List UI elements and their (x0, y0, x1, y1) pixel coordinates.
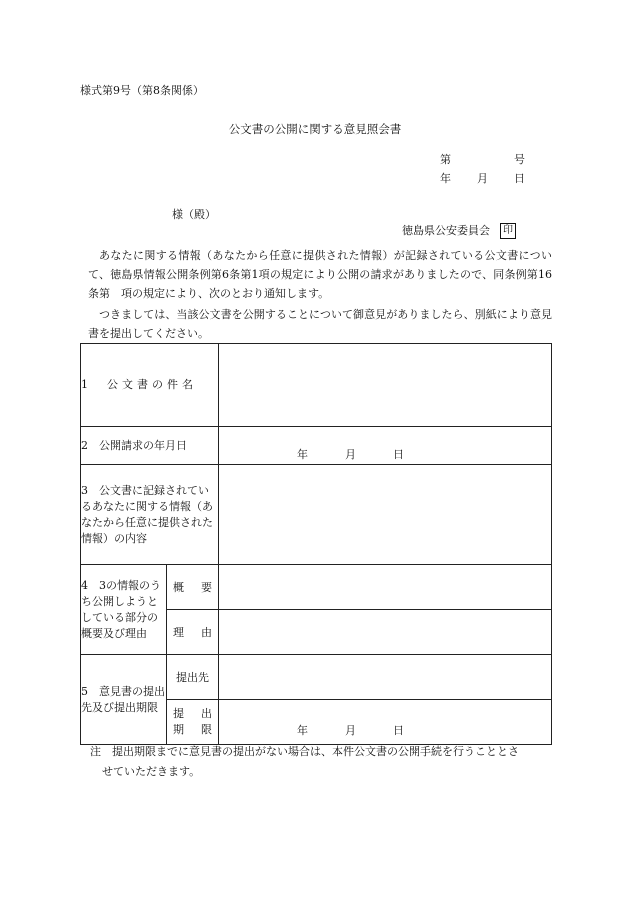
table-row (81, 344, 552, 427)
summary-field[interactable] (219, 565, 552, 610)
inquiry-form-table (80, 343, 552, 745)
number-suffix: 号 (514, 153, 525, 166)
submission-info-label: 5 意見書の提出先及び提出期限 (81, 655, 167, 745)
deadline-char-1: 提 (173, 707, 184, 720)
document-name-field[interactable] (219, 344, 552, 427)
footnote (90, 742, 552, 782)
footnote-line-2: せていただきます。 (102, 765, 201, 778)
paragraph-1-text: あなたに関する情報（あなたから任意に提供された情報）が記録されている公文書について、徳島県情報公開条例第6条第1項の規定により公開の請求がありましたので、同条例第16条第 項の規定により、次のとおり通知します。 (88, 249, 552, 300)
request-day-label: 日 (393, 447, 404, 461)
number-prefix: 第 (440, 153, 451, 166)
deadline-char-2: 出 (201, 707, 212, 720)
form-number: 様式第9号（第8条関係） (80, 84, 204, 97)
summary-char-1: 概 (173, 581, 184, 594)
request-month-label: 月 (345, 447, 356, 461)
reason-char-1: 理 (173, 626, 184, 639)
issuer-line (402, 222, 516, 239)
reason-field[interactable] (219, 610, 552, 655)
deadline-char-3: 期 (173, 723, 184, 736)
recorded-info-field[interactable] (219, 465, 552, 565)
month-label: 月 (477, 172, 488, 185)
deadline-month-label: 月 (345, 724, 356, 737)
submit-to-label: 提出先 (167, 655, 219, 700)
request-date-label: 2 公開請求の年月日 (81, 427, 219, 465)
footnote-line-1: 注 提出期限までに意見書の提出がない場合は、本件公文書の公開手続を行うこととさ (90, 745, 519, 758)
document-number-line (440, 151, 525, 167)
disclosure-summary-label: 4 3の情報のうち公開しようとしている部分の概要及び理由 (81, 565, 167, 655)
day-label: 日 (514, 172, 525, 185)
deadline-char-4: 限 (201, 723, 212, 736)
deadline-year-label: 年 (297, 724, 308, 737)
reason-char-2: 由 (201, 626, 212, 639)
submit-to-field[interactable] (219, 655, 552, 700)
table-row (81, 565, 552, 610)
document-title: 公文書の公開に関する意見照会書 (228, 122, 402, 136)
issuer-name: 徳島県公安委員会 (402, 224, 490, 237)
request-year-label: 年 (297, 447, 308, 461)
seal-mark: 印 (500, 223, 516, 239)
deadline-label (167, 700, 219, 745)
document-name-label: 1 公文書の件名 (81, 344, 219, 427)
table-row (81, 655, 552, 700)
table-row (81, 465, 552, 565)
summary-char-2: 要 (201, 581, 212, 594)
addressee: 様（殿） (172, 208, 216, 221)
summary-label (167, 565, 219, 610)
recorded-info-label: 3 公文書に記録されているあなたに関する情報（あなたから任意に提供された情報）の内容 (81, 465, 219, 565)
reason-label (167, 610, 219, 655)
paragraph-2-text: つきましては、当該公文書を公開することについて御意見がありましたら、別紙により意見書を提出してください。 (88, 308, 552, 340)
issue-date-line (440, 170, 525, 186)
body-paragraph-2 (88, 305, 552, 343)
body-paragraph-1 (88, 246, 552, 303)
request-date-field[interactable] (219, 427, 552, 465)
year-label: 年 (440, 172, 451, 185)
deadline-field[interactable] (219, 700, 552, 745)
deadline-day-label: 日 (393, 724, 404, 737)
table-row (81, 427, 552, 465)
